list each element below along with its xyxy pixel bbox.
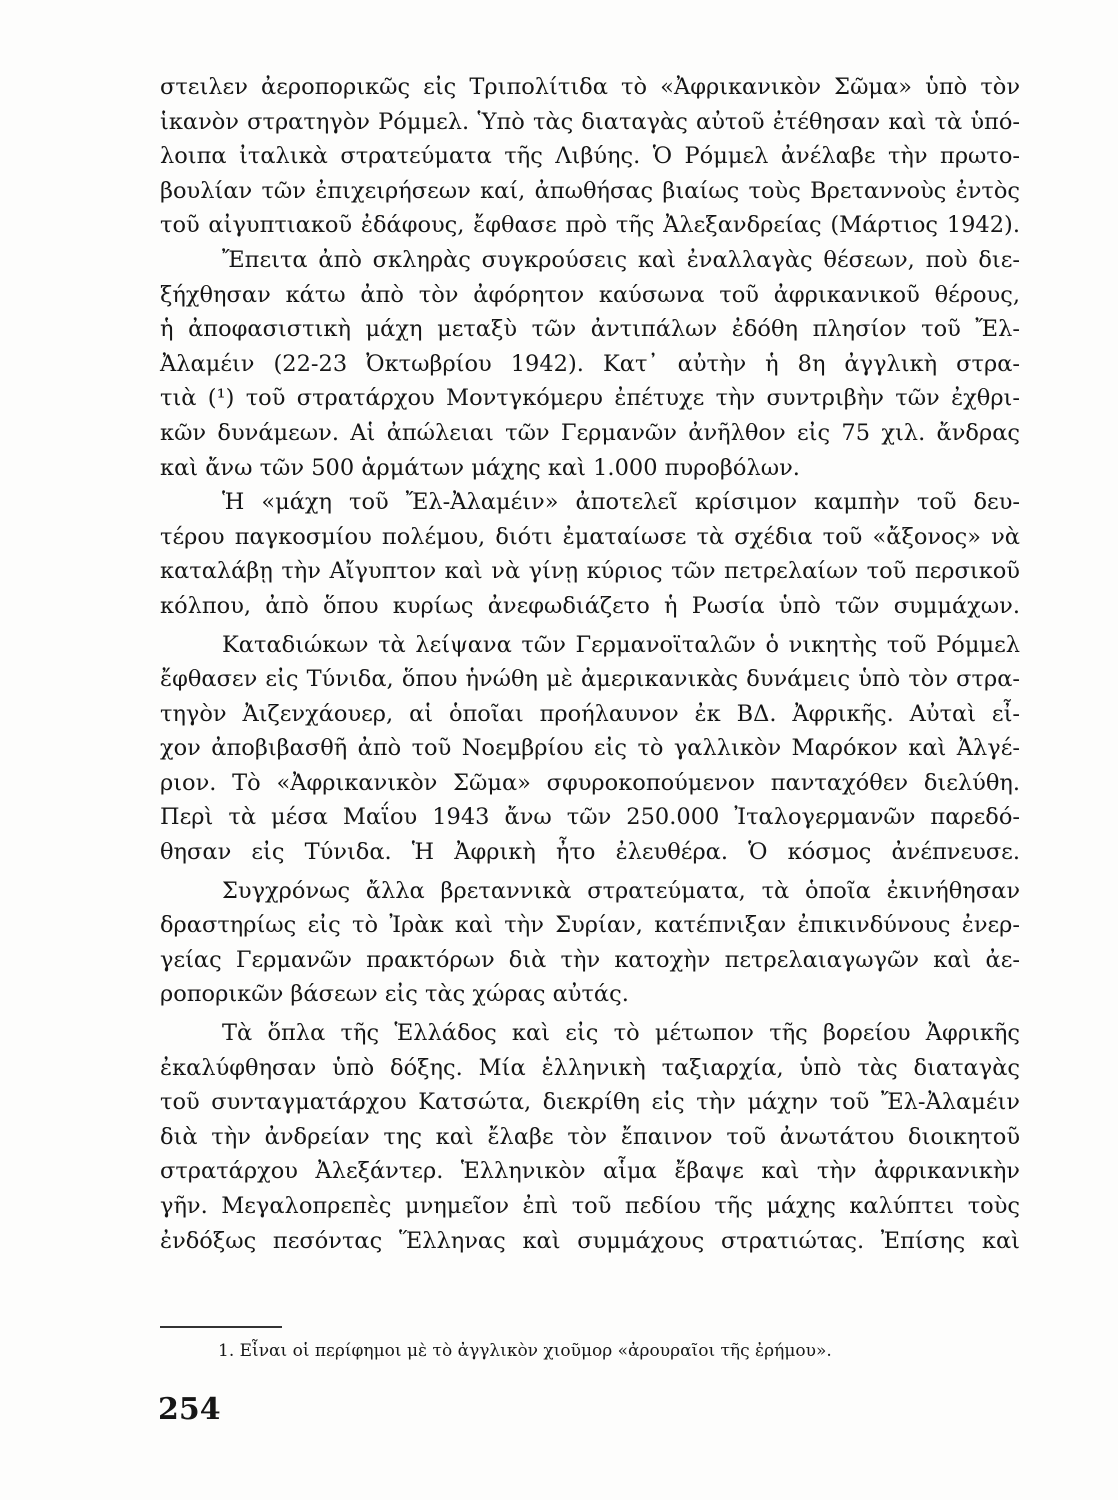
text-line: Τὰ ὅπλα τῆς Ἑλλάδος καὶ εἰς τὸ μέτωπον τῆς βορείου Ἀφρικῆς <box>222 1020 1020 1047</box>
text-line: θησαν εἰς Τύνιδα. Ἡ Ἀφρικὴ ἦτο ἐλευθέρα. Ὁ κόσμος ἀνέπνευσε. <box>160 839 1020 866</box>
text-line: ἡ ἀποφασιστικὴ μάχη μεταξὺ τῶν ἀντιπάλων ἐδόθη πλησίον τοῦ Ἔλ- <box>160 316 1020 343</box>
text-line: τηγὸν Ἀιζενχάουερ, αἱ ὁποῖαι προήλαυνον ἐκ ΒΔ. Ἀφρικῆς. Αὐταὶ εἶ- <box>160 700 1020 727</box>
text-line: δραστηρίως εἰς τὸ Ἰρὰκ καὶ τὴν Συρίαν, κατέπνιξαν ἐπικινδύνους ἐνερ- <box>160 912 1020 939</box>
footnote: 1. Εἶναι οἱ περίφημοι μὲ τὸ ἀγγλικὸν χιοῦμορ «ἀρουραῖοι τῆς ἐρήμου». <box>218 1341 832 1361</box>
text-line: λοιπα ἰταλικὰ στρατεύματα τῆς Λιβύης. Ὁ Ρόμμελ ἀνέλαβε τὴν πρωτο- <box>160 143 1020 170</box>
text-line: γῆν. Μεγαλοπρεπὲς μνημεῖον ἐπὶ τοῦ πεδίου τῆς μάχης καλύπτει τοὺς <box>160 1193 1020 1219</box>
text-line: Καταδιώκων τὰ λείψανα τῶν Γερμανοϊταλῶν ὁ νικητὴς τοῦ Ρόμμελ <box>222 631 1020 658</box>
text-line: κόλπου, ἀπὸ ὅπου κυρίως ἀνεφωδιάζετο ἡ Ρωσία ὑπὸ τῶν συμμάχων. <box>160 592 1020 619</box>
footnote-divider <box>160 1326 282 1328</box>
text-line: τοῦ συνταγματάρχου Κατσώτα, διεκρίθη εἰς τὴν μάχην τοῦ Ἔλ-Ἀλαμέιν <box>160 1089 1020 1116</box>
text-line: ροπορικῶν βάσεων εἰς τὰς χώρας αὐτάς. <box>160 981 629 1008</box>
text-line: Ἀλαμέιν (22-23 Ὀκτωβρίου 1942). Κατ᾿ αὐτὴν ἡ 8η ἀγγλικὴ στρα- <box>160 350 1020 377</box>
text-line: τοῦ αἰγυπτιακοῦ ἐδάφους, ἔφθασε πρὸ τῆς Ἀλεξανδρείας (Μάρτιος 1942). <box>160 212 1020 239</box>
text-line: τιὰ (¹) τοῦ στρατάρχου Μοντγκόμερυ ἐπέτυχε τὴν συντριβὴν τῶν ἐχθρι- <box>160 385 1020 412</box>
text-line: στρατάρχου Ἀλεξάντερ. Ἑλληνικὸν αἷμα ἔβαψε καὶ τὴν ἀφρικανικὴν <box>160 1158 1020 1185</box>
text-line: Συγχρόνως ἄλλα βρεταννικὰ στρατεύματα, τὰ ὁποῖα ἐκινήθησαν <box>222 877 1020 904</box>
text-line: ἱκανὸν στρατηγὸν Ρόμμελ. Ὑπὸ τὰς διαταγὰς αὐτοῦ ἐτέθησαν καὶ τὰ ὑπό- <box>160 108 1020 135</box>
text-line: καταλάβῃ τὴν Αἴγυπτον καὶ νὰ γίνῃ κύριος τῶν πετρελαίων τοῦ περσικοῦ <box>160 558 1020 585</box>
text-line: διὰ τὴν ἀνδρείαν της καὶ ἔλαβε τὸν ἔπαινον τοῦ ἀνωτάτου διοικητοῦ <box>160 1123 1020 1150</box>
text-line: Ἔπειτα ἀπὸ σκληρὰς συγκρούσεις καὶ ἐναλλαγὰς θέσεων, ποὺ διε- <box>222 246 1020 273</box>
body-text <box>160 70 1020 1258</box>
text-line: γείας Γερμανῶν πρακτόρων διὰ τὴν κατοχὴν πετρελαιαγωγῶν καὶ ἀε- <box>160 946 1020 973</box>
text-line: χον ἀποβιβασθῆ ἀπὸ τοῦ Νοεμβρίου εἰς τὸ γαλλικὸν Μαρόκον καὶ Ἀλγέ- <box>160 735 1020 762</box>
text-line: στειλεν ἀεροπορικῶς εἰς Τριπολίτιδα τὸ «Ἀφρικανικὸν Σῶμα» ὑπὸ τὸν <box>160 74 1020 100</box>
text-line: ριον. Τὸ «Ἀφρικανικὸν Σῶμα» σφυροκοπούμενον πανταχόθεν διελύθη. <box>160 769 1020 796</box>
text-line: ἐνδόξως πεσόντας Ἕλληνας καὶ συμμάχους στρατιώτας. Ἐπίσης καὶ <box>160 1227 1020 1254</box>
text-line: κῶν δυνάμεων. Αἱ ἀπώλειαι τῶν Γερμανῶν ἀνῆλθον εἰς 75 χιλ. ἄνδρας <box>160 419 1020 446</box>
text-line: καὶ ἄνω τῶν 500 ἁρμάτων μάχης καὶ 1.000 πυροβόλων. <box>160 454 800 481</box>
text-line: Περὶ τὰ μέσα Μαΐου 1943 ἄνω τῶν 250.000 Ἰταλογερμανῶν παρεδό- <box>160 804 1020 831</box>
text-line: ξήχθησαν κάτω ἀπὸ τὸν ἀφόρητον καύσωνα τοῦ ἀφρικανικοῦ θέρους, <box>160 281 1020 308</box>
text-line: ἔφθασεν εἰς Τύνιδα, ὅπου ἡνώθη μὲ ἀμερικανικὰς δυνάμεις ὑπὸ τὸν στρα- <box>160 666 1020 693</box>
text-line: ἐκαλύφθησαν ὑπὸ δόξης. Μία ἑλληνικὴ ταξιαρχία, ὑπὸ τὰς διαταγὰς <box>160 1054 1020 1081</box>
text-line: βουλίαν τῶν ἐπιχειρήσεων καί, ἀπωθήσας βιαίως τοὺς Βρεταννοὺς ἐντὸς <box>160 177 1020 204</box>
text-line: τέρου παγκοσμίου πολέμου, διότι ἐματαίωσε τὰ σχέδια τοῦ «ἄξονος» νὰ <box>160 523 1020 550</box>
page-number: 254 <box>158 1392 221 1427</box>
text-line: Ἡ «μάχη τοῦ Ἔλ-Ἀλαμέιν» ἀποτελεῖ κρίσιμον καμπὴν τοῦ δευ- <box>222 489 1020 516</box>
